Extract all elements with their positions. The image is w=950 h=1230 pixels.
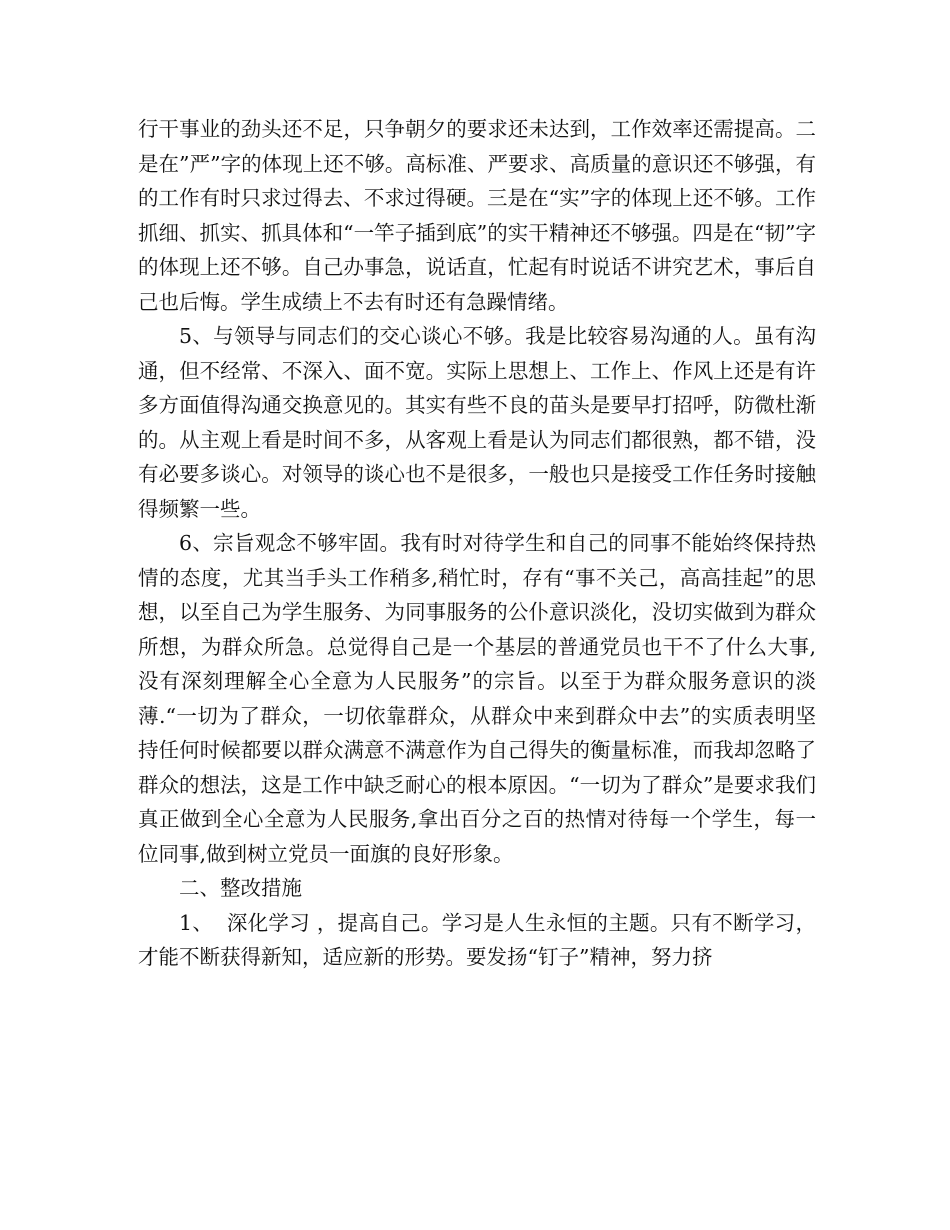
paragraph-item-6: 6、宗旨观念不够牢固。我有时对待学生和自己的同事不能始终保持热情的态度，尤其当手头工作稍多,稍忙时，存有“事不关己，高高挂起”的思想，以至自己为学生服务、为同事服务的公仆意识淡化，没切实做到为群众所想，为群众所急。总觉得自己是一个基层的普通党员也干不了什么大事,没有深刻理解全心全意为人民服务”的宗旨。以至于为群众服务意识的淡薄.“一切为了群众，一切依靠群众，从群众中来到群众中去”的实质表明坚持任何时候都要以群众满意不满意作为自己得失的衡量标准，而我却忽略了群众的想法，这是工作中缺乏耐心的根本原因。“一切为了群众”是要求我们真正做到全心全意为人民服务,拿出百分之百的热情对待每一个学生，每一位同事,做到树立党员一面旗的良好形象。: [138, 531, 816, 866]
section-heading: 二、整改措施: [179, 876, 302, 900]
paragraph-item-5: 5、与领导与同志们的交心谈心不够。我是比较容易沟通的人。虽有沟通，但不经常、不深入、面不宽。实际上思想上、工作上、作风上还是有许多方面值得沟通交换意见的。其实有些不良的苗头是要早打招呼，防微杜渐的。从主观上看是时间不多，从客观上看是认为同志们都很熟，都不错，没有必要多谈心。对领导的谈心也不是很多，一般也只是接受工作任务时接触得频繁一些。: [138, 324, 816, 521]
document-page: [138, 112, 816, 975]
paragraph-measure-1: 1、 深化学习 ，提高自己。学习是人生永恒的主题。只有不断学习，才能不断获得新知，适应新的形势。要发扬“钉子”精神，努力挤: [138, 910, 816, 969]
paragraph-continuation: 行干事业的劲头还不足，只争朝夕的要求还未达到，工作效率还需提高。二是在”严”字的体现上还不够。高标准、严要求、高质量的意识还不够强，有的工作有时只求过得去、不求过得硬。三是在“实”字的体现上还不够。工作抓细、抓实、抓具体和“一竿子插到底”的实干精神还不够强。四是在“韧”字的体现上还不够。自己办事急，说话直，忙起有时说话不讲究艺术，事后自己也后悔。学生成绩上不去有时还有急躁情绪。: [138, 117, 816, 314]
